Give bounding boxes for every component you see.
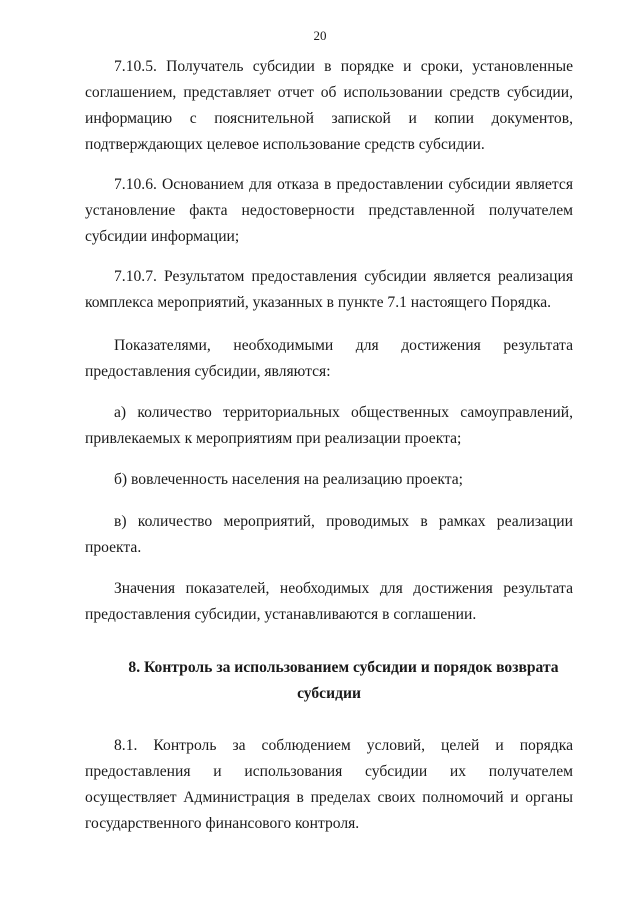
page-number: 20 bbox=[313, 28, 327, 43]
paragraph-indicator-values: Значения показателей, необходимых для достижения результата предоставления субсидии, устанавливаются в соглашении. bbox=[85, 580, 573, 623]
paragraph-7-10-5: 7.10.5. Получатель субсидии в порядке и сроки, установленные соглашением, представляет отчет об использовании средств субсидии, информацию с пояснительной запиской и копии документов, подтверждающих целевое использование средств субсидии. bbox=[85, 58, 573, 153]
paragraph-indicator-b: б) вовлеченность населения на реализацию проекта; bbox=[114, 471, 463, 488]
paragraph-8-1: 8.1. Контроль за соблюдением условий, целей и порядка предоставления и использования субсидии их получателем осуществляет Администрация в пределах своих полномочий и органы государственного финансового контроля. bbox=[85, 737, 573, 832]
paragraph-7-10-7: 7.10.7. Результатом предоставления субсидии является реализация комплекса мероприятий, указанных в пункте 7.1 настоящего Порядка. bbox=[85, 268, 573, 311]
section-8-heading bbox=[85, 655, 573, 707]
paragraph-indicator-c: в) количество мероприятий, проводимых в рамках реализации проекта. bbox=[85, 513, 573, 556]
paragraph-indicator-a: а) количество территориальных общественных самоуправлений, привлекаемых к мероприятиям при реализации проекта; bbox=[85, 404, 573, 447]
section-8-heading-line2: субсидии bbox=[297, 685, 361, 702]
paragraph-indicators-intro: Показателями, необходимыми для достижения результата предоставления субсидии, являются: bbox=[85, 337, 573, 380]
section-8-heading-line1: 8. Контроль за использованием субсидии и порядок возврата bbox=[128, 659, 559, 676]
paragraph-7-10-6: 7.10.6. Основанием для отказа в предоставлении субсидии является установление факта недостоверности представленной получателем субсидии информации; bbox=[85, 176, 573, 245]
